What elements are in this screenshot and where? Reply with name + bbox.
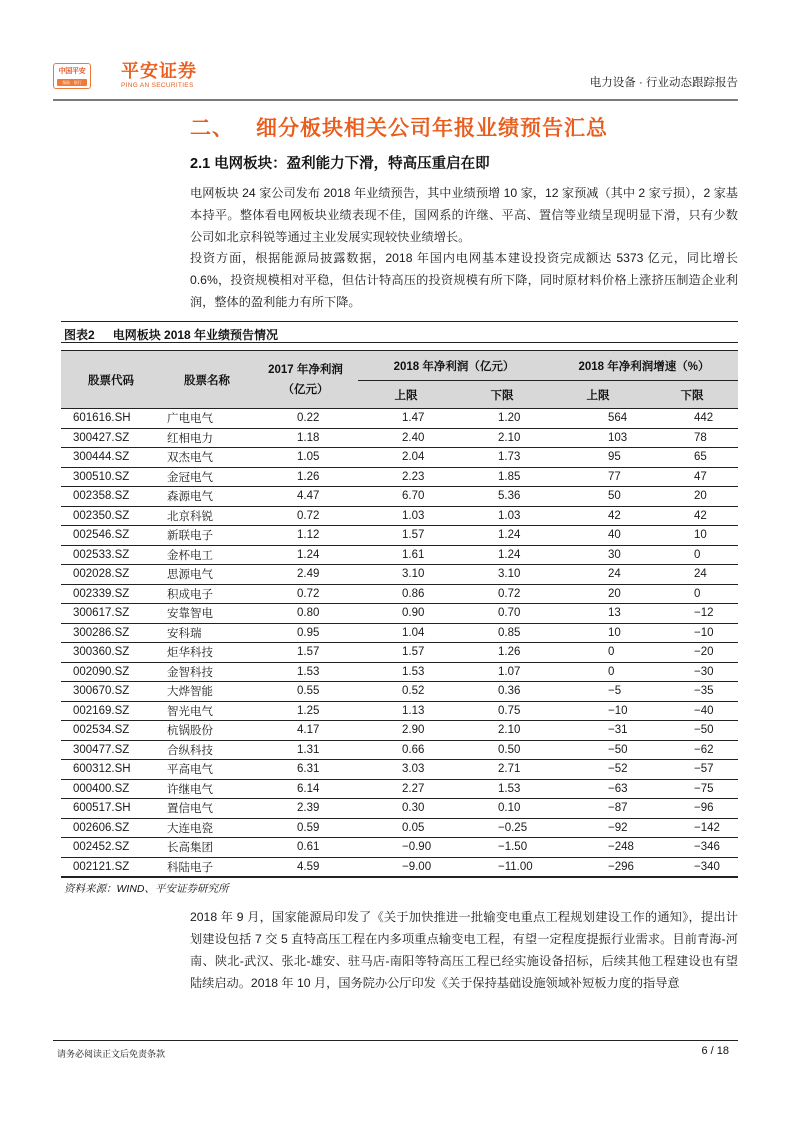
table-row <box>61 428 738 448</box>
table-row <box>61 799 738 819</box>
growth-upper: 20 <box>550 584 646 604</box>
profit-2017: 4.59 <box>253 857 358 877</box>
growth-lower: 10 <box>646 526 738 546</box>
profit-2018-lower: 1.26 <box>454 643 550 663</box>
table-row <box>61 818 738 838</box>
profit-2018-lower: 2.10 <box>454 721 550 741</box>
profit-2018-lower: 5.36 <box>454 487 550 507</box>
growth-lower: −96 <box>646 799 738 819</box>
growth-upper: 24 <box>550 565 646 585</box>
growth-lower: 0 <box>646 584 738 604</box>
table-row <box>61 740 738 760</box>
table-row <box>61 721 738 741</box>
logo-box-sub: 保险 · 银行 <box>57 79 87 86</box>
stock-code: 300617.SZ <box>61 604 161 624</box>
profit-2018-lower: 3.10 <box>454 565 550 585</box>
profit-2018-lower: 1.53 <box>454 779 550 799</box>
stock-code: 002358.SZ <box>61 487 161 507</box>
growth-lower: −40 <box>646 701 738 721</box>
profit-2018-upper: −9.00 <box>358 857 454 877</box>
growth-upper: −5 <box>550 682 646 702</box>
table-row <box>61 409 738 429</box>
table-row <box>61 701 738 721</box>
growth-lower: 47 <box>646 467 738 487</box>
stock-code: 002606.SZ <box>61 818 161 838</box>
table-row <box>61 545 738 565</box>
profit-2018-lower: 1.07 <box>454 662 550 682</box>
profit-2018-lower: 1.24 <box>454 526 550 546</box>
profit-2018-upper: 2.40 <box>358 428 454 448</box>
table-row <box>61 526 738 546</box>
stock-code: 600517.SH <box>61 799 161 819</box>
table-row <box>61 643 738 663</box>
figure-top-rule <box>61 321 738 322</box>
table-row <box>61 857 738 877</box>
profit-2018-upper: 0.30 <box>358 799 454 819</box>
profit-2018-lower: 0.75 <box>454 701 550 721</box>
stock-name: 长高集团 <box>161 838 253 858</box>
growth-lower: −35 <box>646 682 738 702</box>
profit-2018-lower: 0.50 <box>454 740 550 760</box>
stock-name: 安靠智电 <box>161 604 253 624</box>
growth-upper: 42 <box>550 506 646 526</box>
brand-name-cn: 平安证券 <box>121 61 197 81</box>
stock-code: 002533.SZ <box>61 545 161 565</box>
table-row <box>61 487 738 507</box>
profit-2018-lower: 0.36 <box>454 682 550 702</box>
profit-2018-lower: 0.72 <box>454 584 550 604</box>
stock-name: 智光电气 <box>161 701 253 721</box>
brand-logo <box>121 61 197 89</box>
profit-2018-upper: 1.57 <box>358 643 454 663</box>
growth-upper: 564 <box>550 409 646 429</box>
profit-2018-lower: 0.85 <box>454 623 550 643</box>
profit-2018-lower: 1.03 <box>454 506 550 526</box>
profit-2017: 0.61 <box>253 838 358 858</box>
stock-name: 置信电气 <box>161 799 253 819</box>
stock-code: 300444.SZ <box>61 448 161 468</box>
table-row <box>61 506 738 526</box>
table-row <box>61 779 738 799</box>
header-profit-upper: 上限 <box>358 381 454 409</box>
profit-2017: 4.17 <box>253 721 358 741</box>
figure-label: 图表2 <box>64 328 95 342</box>
profit-2018-lower: 1.20 <box>454 409 550 429</box>
table-row <box>61 604 738 624</box>
header-profit-2018: 2018 年净利润（亿元） <box>358 351 550 381</box>
paragraph-summary: 电网板块 24 家公司发布 2018 年业绩预告，其中业绩预增 10 家，12 家预减（其中 2 家亏损），2 家基本持平。整体看电网板块业绩表现不佳，国网系的许继、平高、置信等业绩呈现明显下滑，只有少数公司如北京科锐等通过主业发展实现较快业绩增长。 <box>190 186 738 244</box>
profit-2017: 2.39 <box>253 799 358 819</box>
profit-2017: 2.49 <box>253 565 358 585</box>
stock-name: 金杯电工 <box>161 545 253 565</box>
figure-caption: 电网板块 2018 年业绩预告情况 <box>112 328 279 342</box>
growth-lower: −57 <box>646 760 738 780</box>
profit-2018-lower: 2.10 <box>454 428 550 448</box>
growth-upper: −52 <box>550 760 646 780</box>
stock-name: 合纵科技 <box>161 740 253 760</box>
profit-2018-upper: −0.90 <box>358 838 454 858</box>
profit-2017: 6.14 <box>253 779 358 799</box>
stock-code: 601616.SH <box>61 409 161 429</box>
profit-2017: 0.55 <box>253 682 358 702</box>
growth-lower: −346 <box>646 838 738 858</box>
profit-2017: 1.26 <box>253 467 358 487</box>
stock-name: 大连电瓷 <box>161 818 253 838</box>
growth-lower: −62 <box>646 740 738 760</box>
growth-lower: −340 <box>646 857 738 877</box>
profit-2018-upper: 2.23 <box>358 467 454 487</box>
stock-code: 002028.SZ <box>61 565 161 585</box>
table-row <box>61 565 738 585</box>
growth-upper: 10 <box>550 623 646 643</box>
profit-2018-upper: 1.04 <box>358 623 454 643</box>
stock-code: 002546.SZ <box>61 526 161 546</box>
table-row <box>61 448 738 468</box>
growth-upper: −31 <box>550 721 646 741</box>
header-divider <box>53 99 738 101</box>
stock-name: 思源电气 <box>161 565 253 585</box>
growth-upper: 40 <box>550 526 646 546</box>
disclaimer-notice: 请务必阅读正文后免责条款 <box>57 1049 166 1059</box>
header-code: 股票代码 <box>61 351 161 409</box>
table-row <box>61 467 738 487</box>
table-row <box>61 662 738 682</box>
growth-lower: 20 <box>646 487 738 507</box>
stock-code: 002339.SZ <box>61 584 161 604</box>
profit-2018-upper: 0.52 <box>358 682 454 702</box>
profit-2017: 1.53 <box>253 662 358 682</box>
header-growth-2018: 2018 年净利润增速（%） <box>550 351 738 381</box>
stock-name: 金冠电气 <box>161 467 253 487</box>
stock-code: 000400.SZ <box>61 779 161 799</box>
growth-lower: 42 <box>646 506 738 526</box>
growth-upper: −248 <box>550 838 646 858</box>
earnings-forecast-table <box>61 350 738 877</box>
growth-lower: −12 <box>646 604 738 624</box>
growth-upper: −63 <box>550 779 646 799</box>
profit-2018-lower: −0.25 <box>454 818 550 838</box>
stock-code: 002169.SZ <box>61 701 161 721</box>
growth-lower: 442 <box>646 409 738 429</box>
profit-2017: 0.80 <box>253 604 358 624</box>
stock-code: 002350.SZ <box>61 506 161 526</box>
stock-name: 大烨智能 <box>161 682 253 702</box>
growth-upper: 0 <box>550 643 646 663</box>
profit-2018-upper: 0.05 <box>358 818 454 838</box>
growth-upper: −10 <box>550 701 646 721</box>
growth-lower: −50 <box>646 721 738 741</box>
section-heading <box>190 112 608 142</box>
growth-lower: 24 <box>646 565 738 585</box>
paragraph-investment: 投资方面，根据能源局披露数据，2018 年国内电网基本建设投资完成额达 5373 亿元，同比增长 0.6%，投资规模相对平稳，但估计特高压的投资规模有所下降，同时原材料价格上涨挤压制造企业利润，整体的盈利能力有所下降。 <box>190 251 738 309</box>
figure-source: 资料来源：WIND、平安证券研究所 <box>64 883 229 895</box>
stock-name: 新联电子 <box>161 526 253 546</box>
profit-2017: 0.95 <box>253 623 358 643</box>
stock-name: 广电电气 <box>161 409 253 429</box>
profit-2017: 0.59 <box>253 818 358 838</box>
page-header <box>53 60 738 96</box>
stock-name: 红相电力 <box>161 428 253 448</box>
profit-2018-upper: 1.53 <box>358 662 454 682</box>
growth-upper: 50 <box>550 487 646 507</box>
source-rule <box>61 877 738 878</box>
stock-name: 金智科技 <box>161 662 253 682</box>
table-row <box>61 584 738 604</box>
report-type: 电力设备 · 行业动态跟踪报告 <box>589 77 738 89</box>
paragraph-uhv-policy: 2018 年 9 月，国家能源局印发了《关于加快推进一批输变电重点工程规划建设工作的通知》，提出计划建设包括 7 交 5 直特高压工程在内多项重点输变电工程，有望一定程度提振行业需求。目前青海-河南、陕北-武汉、张北-雄安、驻马店-南阳等特高压工程已经实施设备招标，后续其他工程建设也有望陆续启动。2018 年 10 月，国务院办公厅印发《关于保持基础设施领域补短板力度的指导意 <box>190 910 738 990</box>
growth-lower: 78 <box>646 428 738 448</box>
table-row <box>61 623 738 643</box>
profit-2018-lower: 1.85 <box>454 467 550 487</box>
growth-lower: −10 <box>646 623 738 643</box>
header-name: 股票名称 <box>161 351 253 409</box>
profit-2018-lower: 1.24 <box>454 545 550 565</box>
figure-title <box>64 326 278 343</box>
profit-2017: 1.12 <box>253 526 358 546</box>
stock-name: 北京科锐 <box>161 506 253 526</box>
profit-2018-upper: 1.47 <box>358 409 454 429</box>
logo-box-text: 中国平安 <box>58 68 86 75</box>
profit-2018-upper: 2.04 <box>358 448 454 468</box>
growth-lower: 65 <box>646 448 738 468</box>
growth-upper: −92 <box>550 818 646 838</box>
header-profit-lower: 下限 <box>454 381 550 409</box>
stock-code: 300670.SZ <box>61 682 161 702</box>
stock-code: 002534.SZ <box>61 721 161 741</box>
table-row <box>61 682 738 702</box>
stock-name: 森源电气 <box>161 487 253 507</box>
profit-2017: 6.31 <box>253 760 358 780</box>
page-number: 6 / 18 <box>701 1045 729 1057</box>
stock-name: 杭锅股份 <box>161 721 253 741</box>
profit-2018-upper: 0.66 <box>358 740 454 760</box>
stock-code: 600312.SH <box>61 760 161 780</box>
profit-2017: 0.72 <box>253 506 358 526</box>
stock-code: 300510.SZ <box>61 467 161 487</box>
profit-2017: 1.25 <box>253 701 358 721</box>
growth-lower: −142 <box>646 818 738 838</box>
footer-divider <box>53 1040 738 1041</box>
profit-2018-upper: 1.13 <box>358 701 454 721</box>
profit-2018-upper: 1.57 <box>358 526 454 546</box>
growth-upper: −296 <box>550 857 646 877</box>
profit-2017: 1.57 <box>253 643 358 663</box>
stock-name: 双杰电气 <box>161 448 253 468</box>
table-row <box>61 838 738 858</box>
profit-2018-upper: 2.90 <box>358 721 454 741</box>
profit-2018-upper: 0.86 <box>358 584 454 604</box>
header-growth-upper: 上限 <box>550 381 646 409</box>
growth-lower: −20 <box>646 643 738 663</box>
profit-2018-upper: 2.27 <box>358 779 454 799</box>
profit-2018-lower: 2.71 <box>454 760 550 780</box>
header-profit-2017: 2017 年净利润（亿元） <box>253 351 358 409</box>
growth-upper: 77 <box>550 467 646 487</box>
header-growth-lower: 下限 <box>646 381 738 409</box>
growth-upper: 30 <box>550 545 646 565</box>
profit-2018-upper: 0.90 <box>358 604 454 624</box>
stock-code: 002121.SZ <box>61 857 161 877</box>
profit-2017: 4.47 <box>253 487 358 507</box>
profit-2018-upper: 3.10 <box>358 565 454 585</box>
brand-name-en: PING AN SECURITIES <box>121 82 194 89</box>
figure-title-rule <box>61 342 738 343</box>
stock-code: 300360.SZ <box>61 643 161 663</box>
profit-2018-lower: 1.73 <box>454 448 550 468</box>
profit-2017: 1.05 <box>253 448 358 468</box>
profit-2018-lower: 0.10 <box>454 799 550 819</box>
profit-2018-lower: −1.50 <box>454 838 550 858</box>
profit-2017: 1.31 <box>253 740 358 760</box>
stock-name: 许继电气 <box>161 779 253 799</box>
growth-upper: −50 <box>550 740 646 760</box>
profit-2017: 1.24 <box>253 545 358 565</box>
stock-code: 002452.SZ <box>61 838 161 858</box>
stock-name: 科陆电子 <box>161 857 253 877</box>
stock-code: 002090.SZ <box>61 662 161 682</box>
profit-2018-upper: 3.03 <box>358 760 454 780</box>
growth-upper: 0 <box>550 662 646 682</box>
growth-upper: 103 <box>550 428 646 448</box>
subsection-heading: 2.1 电网板块：盈利能力下滑，特高压重启在即 <box>190 156 490 172</box>
stock-code: 300427.SZ <box>61 428 161 448</box>
table-row <box>61 760 738 780</box>
profit-2017: 0.22 <box>253 409 358 429</box>
growth-lower: −75 <box>646 779 738 799</box>
stock-code: 300286.SZ <box>61 623 161 643</box>
profit-2018-lower: −11.00 <box>454 857 550 877</box>
growth-upper: 13 <box>550 604 646 624</box>
profit-2017: 0.72 <box>253 584 358 604</box>
profit-2018-upper: 1.03 <box>358 506 454 526</box>
stock-name: 安科瑞 <box>161 623 253 643</box>
stock-name: 积成电子 <box>161 584 253 604</box>
profit-2017: 1.18 <box>253 428 358 448</box>
growth-upper: 95 <box>550 448 646 468</box>
profit-2018-lower: 0.70 <box>454 604 550 624</box>
growth-lower: −30 <box>646 662 738 682</box>
growth-lower: 0 <box>646 545 738 565</box>
profit-2018-upper: 6.70 <box>358 487 454 507</box>
profit-2018-upper: 1.61 <box>358 545 454 565</box>
growth-upper: −87 <box>550 799 646 819</box>
pingan-group-logo <box>53 63 91 89</box>
stock-name: 炬华科技 <box>161 643 253 663</box>
stock-name: 平高电气 <box>161 760 253 780</box>
stock-code: 300477.SZ <box>61 740 161 760</box>
section-number: 二、 <box>190 117 234 140</box>
section-title: 细分板块相关公司年报业绩预告汇总 <box>256 117 608 140</box>
